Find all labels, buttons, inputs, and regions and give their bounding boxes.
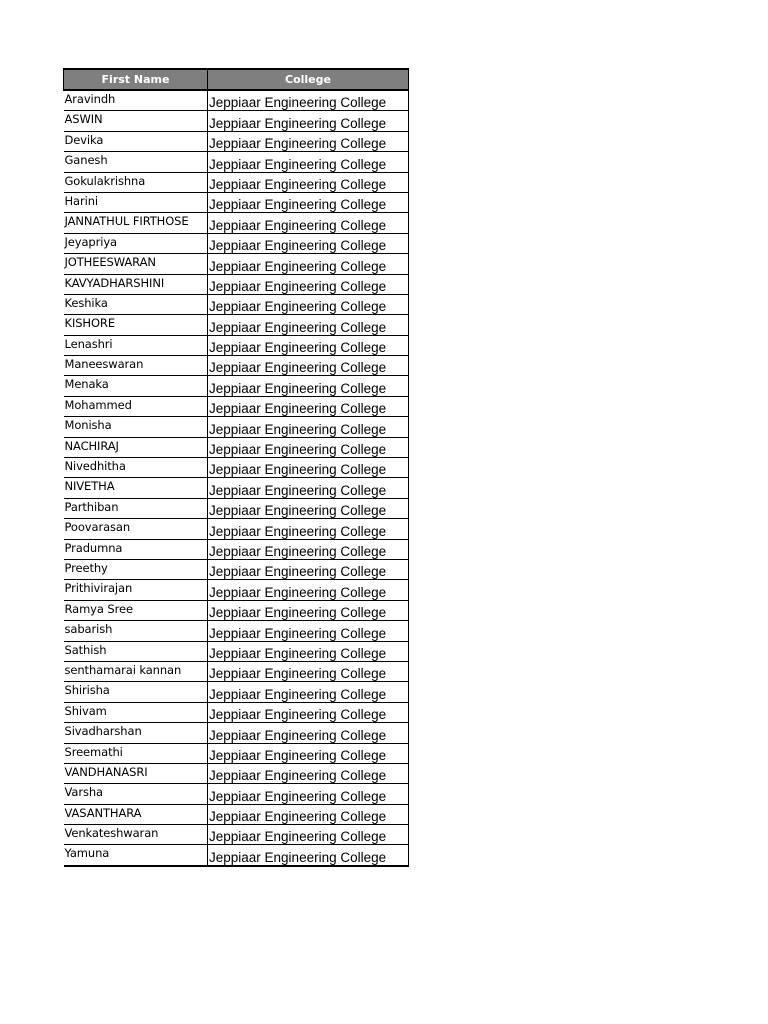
first-name-cell: sabarish — [64, 621, 208, 641]
college-cell: Jeppiaar Engineering College — [208, 274, 409, 294]
college-cell: Jeppiaar Engineering College — [208, 519, 409, 539]
college-cell: Jeppiaar Engineering College — [208, 192, 409, 212]
college-cell: Jeppiaar Engineering College — [208, 621, 409, 641]
first-name-cell: Sreemathi — [64, 743, 208, 763]
college-cell: Jeppiaar Engineering College — [208, 131, 409, 151]
college-cell: Jeppiaar Engineering College — [208, 702, 409, 722]
first-name-cell: ASWIN — [64, 111, 208, 131]
first-name-cell: Gokulakrishna — [64, 172, 208, 192]
college-cell: Jeppiaar Engineering College — [208, 478, 409, 498]
table-row — [64, 641, 409, 661]
first-name-cell: Mohammed — [64, 396, 208, 416]
college-cell: Jeppiaar Engineering College — [208, 111, 409, 131]
first-name-cell: KAVYADHARSHINI — [64, 274, 208, 294]
first-name-cell: Yamuna — [64, 845, 208, 866]
college-cell: Jeppiaar Engineering College — [208, 743, 409, 763]
column-header-first-name: First Name — [64, 69, 208, 90]
first-name-cell: NACHIRAJ — [64, 437, 208, 457]
table-row — [64, 294, 409, 314]
first-name-cell: Pradumna — [64, 539, 208, 559]
college-cell: Jeppiaar Engineering College — [208, 233, 409, 253]
table-row — [64, 417, 409, 437]
college-cell: Jeppiaar Engineering College — [208, 437, 409, 457]
table-row — [64, 152, 409, 172]
table-row — [64, 498, 409, 518]
table-row — [64, 335, 409, 355]
table-row — [64, 682, 409, 702]
first-name-cell: Shivam — [64, 702, 208, 722]
table-row — [64, 519, 409, 539]
first-name-cell: Sathish — [64, 641, 208, 661]
table-row — [64, 396, 409, 416]
first-name-cell: NIVETHA — [64, 478, 208, 498]
first-name-cell: senthamarai kannan — [64, 661, 208, 681]
college-cell: Jeppiaar Engineering College — [208, 315, 409, 335]
first-name-cell: VANDHANASRI — [64, 763, 208, 783]
first-name-cell: Nivedhitha — [64, 458, 208, 478]
table-row — [64, 254, 409, 274]
first-name-cell: Maneeswaran — [64, 356, 208, 376]
table-row — [64, 661, 409, 681]
college-cell: Jeppiaar Engineering College — [208, 804, 409, 824]
table-row — [64, 478, 409, 498]
college-cell: Jeppiaar Engineering College — [208, 825, 409, 845]
table-row — [64, 723, 409, 743]
first-name-cell: Monisha — [64, 417, 208, 437]
table-row — [64, 356, 409, 376]
table-row — [64, 213, 409, 233]
college-cell: Jeppiaar Engineering College — [208, 661, 409, 681]
first-name-cell: Devika — [64, 131, 208, 151]
table-row — [64, 743, 409, 763]
first-name-cell: Shirisha — [64, 682, 208, 702]
table-row — [64, 559, 409, 579]
table-row — [64, 131, 409, 151]
college-cell: Jeppiaar Engineering College — [208, 458, 409, 478]
first-name-cell: Venkateshwaran — [64, 825, 208, 845]
table-row — [64, 702, 409, 722]
first-name-cell: JANNATHUL FIRTHOSE — [64, 213, 208, 233]
table-row — [64, 825, 409, 845]
table-row — [64, 621, 409, 641]
student-college-table — [63, 68, 409, 867]
table-row — [64, 315, 409, 335]
college-cell: Jeppiaar Engineering College — [208, 172, 409, 192]
college-cell: Jeppiaar Engineering College — [208, 682, 409, 702]
first-name-cell: KISHORE — [64, 315, 208, 335]
table-row — [64, 111, 409, 131]
first-name-cell: Prithivirajan — [64, 580, 208, 600]
first-name-cell: Poovarasan — [64, 519, 208, 539]
first-name-cell: Menaka — [64, 376, 208, 396]
table-row — [64, 784, 409, 804]
first-name-cell: VASANTHARA — [64, 804, 208, 824]
first-name-cell: Harini — [64, 192, 208, 212]
first-name-cell: Aravindh — [64, 90, 208, 111]
table-row — [64, 376, 409, 396]
college-cell: Jeppiaar Engineering College — [208, 641, 409, 661]
college-cell: Jeppiaar Engineering College — [208, 294, 409, 314]
college-cell: Jeppiaar Engineering College — [208, 152, 409, 172]
first-name-cell: Ramya Sree — [64, 600, 208, 620]
first-name-cell: Lenashri — [64, 335, 208, 355]
first-name-cell: Jeyapriya — [64, 233, 208, 253]
table-row — [64, 172, 409, 192]
college-cell: Jeppiaar Engineering College — [208, 254, 409, 274]
table-row — [64, 539, 409, 559]
first-name-cell: JOTHEESWARAN — [64, 254, 208, 274]
table-row — [64, 580, 409, 600]
college-cell: Jeppiaar Engineering College — [208, 600, 409, 620]
header-row — [64, 69, 409, 90]
first-name-cell: Keshika — [64, 294, 208, 314]
table-body — [64, 90, 409, 866]
table-row — [64, 763, 409, 783]
college-cell: Jeppiaar Engineering College — [208, 539, 409, 559]
college-cell: Jeppiaar Engineering College — [208, 396, 409, 416]
first-name-cell: Parthiban — [64, 498, 208, 518]
college-cell: Jeppiaar Engineering College — [208, 723, 409, 743]
college-cell: Jeppiaar Engineering College — [208, 559, 409, 579]
first-name-cell: Preethy — [64, 559, 208, 579]
first-name-cell: Sivadharshan — [64, 723, 208, 743]
table-row — [64, 90, 409, 111]
college-cell: Jeppiaar Engineering College — [208, 417, 409, 437]
college-cell: Jeppiaar Engineering College — [208, 376, 409, 396]
table-row — [64, 458, 409, 478]
first-name-cell: Varsha — [64, 784, 208, 804]
college-cell: Jeppiaar Engineering College — [208, 90, 409, 111]
college-cell: Jeppiaar Engineering College — [208, 845, 409, 866]
college-cell: Jeppiaar Engineering College — [208, 213, 409, 233]
table-row — [64, 804, 409, 824]
table-row — [64, 437, 409, 457]
college-cell: Jeppiaar Engineering College — [208, 580, 409, 600]
first-name-cell: Ganesh — [64, 152, 208, 172]
college-cell: Jeppiaar Engineering College — [208, 356, 409, 376]
college-cell: Jeppiaar Engineering College — [208, 335, 409, 355]
table-row — [64, 192, 409, 212]
table-row — [64, 845, 409, 866]
table-row — [64, 233, 409, 253]
table-row — [64, 274, 409, 294]
college-cell: Jeppiaar Engineering College — [208, 784, 409, 804]
college-cell: Jeppiaar Engineering College — [208, 763, 409, 783]
college-cell: Jeppiaar Engineering College — [208, 498, 409, 518]
table-row — [64, 600, 409, 620]
column-header-college: College — [208, 69, 409, 90]
